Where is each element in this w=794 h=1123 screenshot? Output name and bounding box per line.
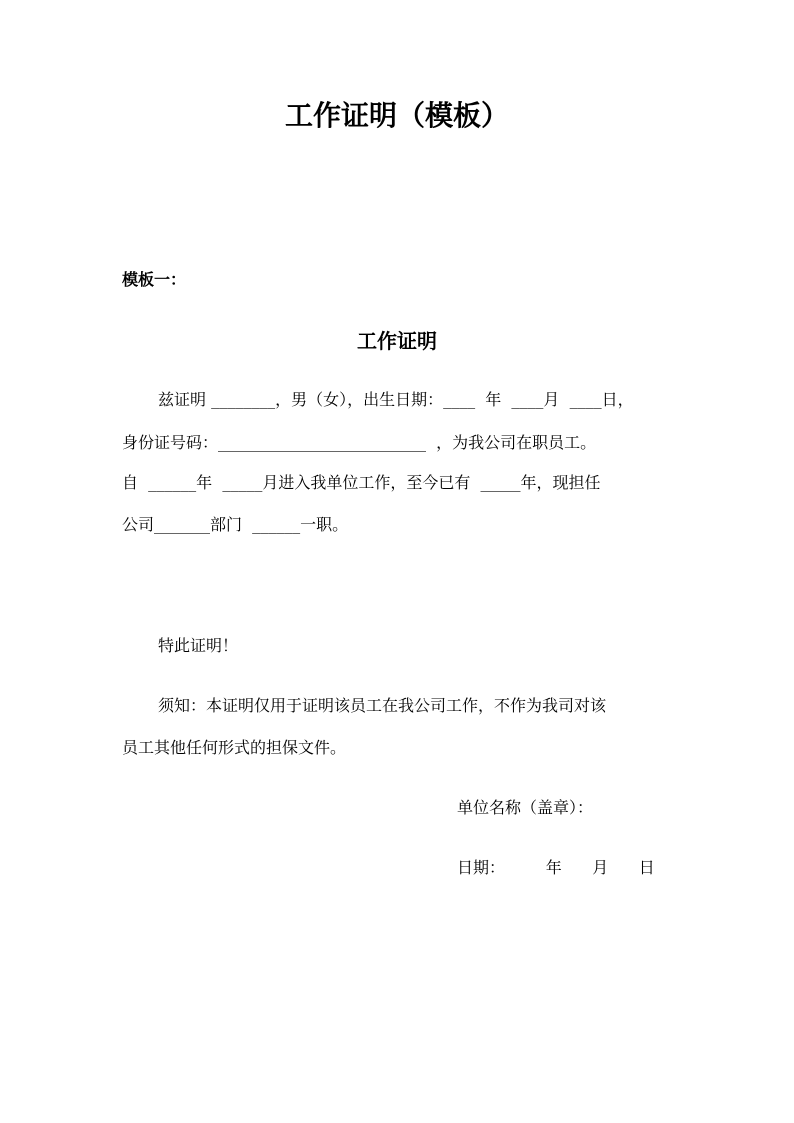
body-line-2: 身份证号码：__________________________ ，为我公司在职员工。 bbox=[122, 433, 597, 452]
closing-statement: 特此证明！ bbox=[158, 636, 239, 655]
body-line-4: 公司_______部门 ______一职。 bbox=[122, 515, 349, 534]
section-label: 模板一： bbox=[122, 270, 187, 289]
page-title: 工作证明（模板） bbox=[284, 99, 509, 132]
date-line: 日期： 年 月 日 bbox=[457, 858, 655, 877]
certificate-title: 工作证明 bbox=[357, 329, 437, 353]
body-line-1: 兹证明 ________，男（女），出生日期：____ 年 ____月 ____日， bbox=[158, 390, 634, 409]
body-line-3: 自 ______年 _____月进入我单位工作，至今已有 _____年，现担任 bbox=[122, 473, 601, 492]
notice-line-2: 员工其他任何形式的担保文件。 bbox=[122, 738, 347, 757]
notice-line-1: 须知：本证明仅用于证明该员工在我公司工作，不作为我司对该 bbox=[158, 696, 607, 715]
unit-name-label: 单位名称（盖章）： bbox=[457, 798, 594, 817]
